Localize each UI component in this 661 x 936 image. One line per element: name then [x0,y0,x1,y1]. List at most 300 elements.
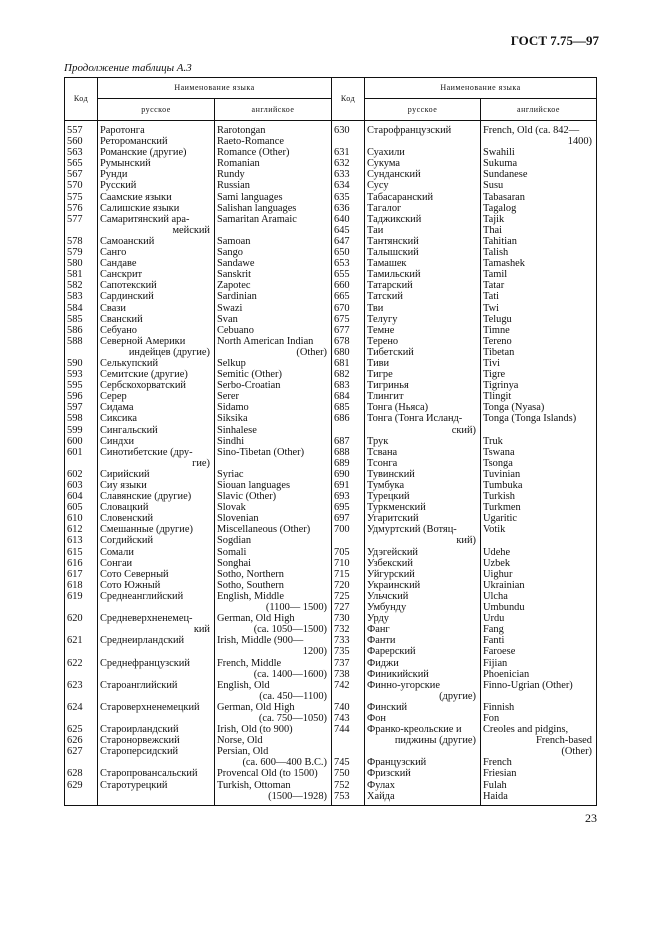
russian-name: Трук [367,435,389,447]
english-name: Siksika [217,413,248,425]
language-code: 575 [67,191,83,203]
language-code: 623 [67,679,83,691]
russian-name: мейский [172,224,210,236]
language-code: 599 [67,424,83,436]
russian-name: Тигре [367,369,393,381]
language-code: 610 [67,513,83,525]
language-code: 620 [67,613,83,625]
blank-line [67,602,95,613]
english-name: Cebuano [217,324,254,336]
english-name: Tereno [483,335,512,347]
russian-name: Украинский [367,579,421,591]
english-name: Tati [483,291,500,303]
english-name: Sundanese [483,169,528,181]
language-code: 681 [334,357,350,369]
russian-name: Северной Америки [100,335,186,347]
language-code: 578 [67,235,83,247]
language-code: 560 [67,136,83,148]
language-code: 616 [67,557,83,569]
russian-name: Синотибетские (дру- [100,446,193,458]
language-code: 715 [334,568,350,580]
english-name: Susu [483,180,504,192]
russian-name: Сукума [367,158,400,170]
russian-name: Сидама [100,402,134,414]
language-code: 593 [67,369,83,381]
language-code: 621 [67,635,83,647]
english-name: Sandawe [217,258,255,270]
english-name: Swahili [483,147,515,159]
russian-name: Себуано [100,324,137,336]
english-name: Slavic (Other) [217,491,277,503]
russian-name: Фиджи [367,657,399,669]
blank-line [67,791,95,802]
page-number: 23 [585,811,597,825]
language-code: 640 [334,213,350,225]
english-name: Sino-Tibetan (Other) [217,446,305,458]
language-code: 590 [67,357,83,369]
english-name: Raeto-Romance [217,136,284,148]
english-name: Samaritan Aramaic [217,213,297,225]
russian-name: Рунди [100,169,128,181]
english-name: (ca. 450—1100) [259,690,327,702]
russian-name: Раротонга [100,125,145,136]
code-header-right: Код [332,78,365,121]
language-code: 730 [334,613,350,625]
russian-name [100,646,212,657]
language-code: 613 [67,535,83,547]
russian-name: Смешанные (другие) [100,524,193,536]
language-code: 583 [67,291,83,303]
english-name: Tagalog [483,202,517,214]
language-code: 743 [334,712,350,724]
blank-line [67,757,95,768]
english-name: (1500—1928) [268,790,327,802]
russian-name: Тибетский [367,346,414,358]
language-code: 570 [67,180,83,192]
language-code: 585 [67,313,83,325]
russian-name: Таджикский [367,213,422,225]
blank-line [334,691,362,702]
english-name: Tlingit [483,391,512,403]
language-code: 689 [334,457,350,469]
language-code: 596 [67,391,83,403]
russian-name: Фанг [367,624,390,636]
english-header-right: английское [481,99,597,121]
russian-name: Тлингит [367,391,404,403]
english-name: (Other) [561,746,592,758]
language-code: 677 [334,324,350,336]
english-name: Haida [483,790,508,802]
russian-name: Романские (другие) [100,147,187,159]
russian-name: Серер [100,391,127,403]
language-code: 563 [67,147,83,159]
russian-name: Фарерский [367,646,416,658]
russian-name: Фризский [367,768,411,780]
language-code: 710 [334,557,350,569]
language-code: 727 [334,602,350,614]
russian-name: ский) [451,424,476,436]
name-header-left: Наименование языка [98,78,332,99]
language-code: 650 [334,247,350,259]
russian-name: Туркменский [367,502,426,514]
language-code: 577 [67,213,83,225]
english-name: Romanian [217,158,260,170]
language-code: 733 [334,635,350,647]
russian-name: Ретороманский [100,136,168,148]
russian-name: Сингальский [100,424,158,436]
language-code: 601 [67,446,83,458]
russian-name: Финский [367,701,408,713]
blank-line [334,535,362,546]
english-name: Samoan [217,235,251,247]
russian-header-right: русское [365,99,481,121]
name-header-right: Наименование языка [365,78,597,99]
codes-left [65,121,98,806]
english-name: French-based [536,735,592,747]
russian-name: Французский [367,757,427,769]
english-name: (ca. 600—400 B.C.) [242,757,327,769]
english-name: Swazi [217,302,243,314]
russian-name: Средневерхненемец- [100,613,193,625]
code-header-left: Код [65,78,98,121]
language-code: 626 [67,735,83,747]
russian-names-left [98,121,215,806]
english-name: Tamil [483,269,508,281]
russian-name [100,669,212,680]
russian-name: Фулах [367,779,395,791]
english-name: Siouan languages [217,480,291,491]
english-name: Sogdian [217,535,252,547]
russian-name: пиджины (другие) [394,735,476,747]
english-name: Sotho, Northern [217,568,284,580]
language-code: 579 [67,247,83,259]
blank-line [67,646,95,657]
language-code: 680 [334,346,350,358]
english-name: Fang [483,624,504,636]
russian-name: Татарский [367,280,413,292]
codes-right [332,121,365,806]
english-name: English, Old [217,679,270,691]
language-code: 628 [67,768,83,780]
russian-name: Фон [367,712,386,724]
language-code: 695 [334,502,350,514]
english-name: Romance (Other) [217,147,290,159]
russian-name: Турецкий [367,491,410,503]
language-code: 633 [334,169,350,181]
russian-name: Суахили [367,147,405,159]
english-name [483,535,594,546]
english-name: German, Old High [217,613,295,625]
english-name: (ca. 1050—1500) [253,624,327,636]
russian-name: Уйгурский [367,568,415,580]
russian-name [100,713,212,724]
english-name: Songhai [217,557,252,569]
english-name: Thai [483,224,503,236]
language-code: 617 [67,568,83,580]
english-name: Sukuma [483,158,518,170]
english-name: Creoles and pidgins, [483,724,569,736]
english-name: Ulcha [483,590,508,602]
english-name: Tigre [483,369,506,381]
english-name: Tatar [483,280,505,292]
russian-name: Ульчский [367,590,409,602]
language-code: 631 [334,147,350,159]
english-name: Tivi [483,357,500,369]
russian-name [100,602,212,613]
english-name: Tswana [483,446,515,458]
russian-name: Тсвана [367,446,398,458]
russian-name: Финно-угорские [367,679,440,691]
russian-name: Тантянский [367,235,419,247]
russian-name: Сербскохорватский [100,380,186,392]
language-code: 630 [334,125,350,136]
russian-name: Сонгаи [100,557,133,569]
language-code: 597 [67,402,83,414]
english-name: Sardinian [217,291,257,303]
russian-name: Сандаве [100,258,137,270]
language-code: 732 [334,624,350,636]
language-code: 753 [334,790,350,802]
language-code: 752 [334,779,350,791]
russian-name: Удэгейский [367,546,418,558]
english-name: Salishan languages [217,202,297,214]
russian-name: индейцев (другие) [128,346,210,358]
russian-name: Санскрит [100,269,143,281]
table-continuation-caption: Продолжение таблицы А.3 [64,62,192,74]
russian-name: Санго [100,247,127,259]
english-name: Fon [483,712,500,724]
english-name: Tuvinian [483,468,521,480]
russian-name: Старотурецкий [100,779,168,791]
language-code: 598 [67,413,83,425]
russian-name: Румынский [100,158,151,170]
russian-name: Урду [367,613,389,625]
language-code: 624 [67,701,83,713]
english-name: Tigrinya [483,380,519,392]
language-code: 603 [67,480,83,491]
english-name [217,225,329,236]
english-name: (Other) [296,346,327,358]
english-name: Turkish, Ottoman [217,779,291,791]
blank-line [67,713,95,724]
english-name: Selkup [217,357,246,369]
english-name: Sango [217,247,243,259]
russian-name: Терено [367,335,399,347]
russian-name: Тонга (Ньяса) [367,402,429,414]
russian-name: Староверхненемецкий [100,701,200,713]
language-code: 618 [67,579,83,591]
russian-name: Телугу [367,313,398,325]
english-name: Slovenian [217,513,259,525]
russian-name: Умбунду [367,602,407,614]
language-code: 720 [334,579,350,591]
language-code: 655 [334,269,350,281]
russian-name: Старонорвежский [100,735,180,747]
language-code: 576 [67,202,83,214]
english-name: Truk [483,435,503,447]
english-name: Twi [483,302,500,314]
blank-line [67,691,95,702]
english-name: Friesian [483,768,517,780]
english-name [483,425,594,436]
language-code: 604 [67,491,83,503]
english-name [217,458,329,469]
language-code: 685 [334,402,350,414]
language-code: 625 [67,724,83,736]
russian-name: Таи [367,224,384,236]
english-name: Finno-Ugrian (Other) [483,679,573,691]
english-name: Ugaritic [483,513,518,525]
language-code: 725 [334,590,350,602]
language-code: 675 [334,313,350,325]
language-code: 688 [334,446,350,458]
english-name: Norse, Old [217,735,263,747]
english-name: French, Old (ca. 842— [483,125,580,136]
language-code: 700 [334,524,350,536]
language-code: 742 [334,679,350,691]
russian-name: Сиксика [100,413,137,425]
russian-name: Тамильский [367,269,421,281]
russian-name: Талышский [367,247,419,259]
russian-name: Самоанский [100,235,155,247]
blank-line [67,669,95,680]
russian-name [367,136,478,147]
language-code: 619 [67,590,83,602]
russian-name [100,757,212,768]
blank-line [67,225,95,236]
english-name: Faroese [483,646,516,658]
russian-name: Узбекский [367,557,413,569]
english-name: Talish [483,247,509,259]
language-code: 647 [334,235,350,247]
russian-name: Тигринья [367,380,409,392]
russian-name: кий) [456,535,476,547]
russian-name: гие) [192,457,210,469]
english-name: Persian, Old [217,746,269,758]
english-name: Semitic (Other) [217,369,282,381]
russian-name: Среднефранцузский [100,657,190,669]
russian-name: Хайда [367,790,395,802]
russian-names-right [365,121,481,806]
english-name: Zapotec [217,280,251,292]
russian-name: Словенский [100,513,154,525]
russian-name: Тамашек [367,258,407,270]
blank-line [334,136,362,147]
english-name: Fijian [483,657,508,669]
english-name: (ca. 750—1050) [258,712,327,724]
russian-name: Сусу [367,180,389,192]
english-name: Votik [483,524,506,536]
russian-name: Финикийский [367,668,429,680]
russian-name: Свази [100,302,126,314]
blank-line [334,425,362,436]
russian-name: Синдхи [100,435,135,447]
language-code: 738 [334,668,350,680]
language-code: 632 [334,158,350,170]
blank-line [334,735,362,746]
english-name: Sindhi [217,435,245,447]
english-name: Urdu [483,613,505,625]
russian-name: Табасаранский [367,191,434,203]
russian-name: Тви [367,302,384,314]
language-code: 634 [334,180,350,192]
language-code: 636 [334,202,350,214]
blank-line [67,458,95,469]
language-code: 687 [334,435,350,447]
table-body [65,121,597,806]
english-name: Sanskrit [217,269,252,281]
russian-name: Сирийский [100,468,150,480]
english-name: Irish, Middle (900— [217,635,304,647]
english-name: Tibetan [483,346,515,358]
english-name: Somali [217,546,247,558]
language-code: 693 [334,491,350,503]
english-name: Uighur [483,568,513,580]
language-code: 735 [334,646,350,658]
language-code: 740 [334,701,350,713]
english-name: Svan [217,313,238,325]
language-code: 602 [67,468,83,480]
russian-name: Сапотекский [100,280,157,292]
language-code: 595 [67,380,83,392]
english-name: Slovak [217,502,246,514]
english-name: Rarotongan [217,125,266,136]
language-code: 629 [67,779,83,791]
english-name: Sinhalese [217,424,257,436]
language-code: 565 [67,158,83,170]
english-name: 1400) [567,136,592,148]
russian-name: Русский [100,180,137,192]
russian-name: Староперсидский [100,746,179,758]
english-name: Tumbuka [483,480,523,491]
language-code: 686 [334,413,350,425]
english-name: Fanti [483,635,505,647]
russian-name: (другие) [439,690,476,702]
russian-name: Сомали [100,546,134,558]
language-code: 635 [334,191,350,203]
language-code: 588 [67,335,83,347]
russian-name: кий [193,624,210,636]
english-name: Turkmen [483,502,521,514]
english-names-left [215,121,332,806]
english-name: 1200) [302,646,327,658]
english-name: German, Old High [217,701,295,713]
language-code: 737 [334,657,350,669]
english-name: English, Middle [217,590,284,602]
russian-name: Фанти [367,635,396,647]
english-name: Telugu [483,313,512,325]
russian-name: Салишские языки [100,202,180,214]
russian-name [367,746,478,757]
english-name: Tamashek [483,258,525,270]
english-name: French, Middle [217,657,282,669]
russian-name: Тагалог [367,202,402,214]
language-code: 627 [67,746,83,758]
language-code: 750 [334,768,350,780]
english-name: Udehe [483,546,511,558]
english-name: Ukrainian [483,579,525,591]
language-code: 586 [67,324,83,336]
language-code: 615 [67,546,83,558]
russian-name: Удмуртский (Вотяц- [367,524,457,536]
english-header-left: английское [215,99,332,121]
language-code: 665 [334,291,350,303]
english-name: Sotho, Southern [217,579,284,591]
english-name: Serer [217,391,239,403]
russian-name: Староанглийский [100,679,178,691]
english-name: Tonga (Nyasa) [483,402,545,414]
russian-name: Старофранцузский [367,125,452,136]
